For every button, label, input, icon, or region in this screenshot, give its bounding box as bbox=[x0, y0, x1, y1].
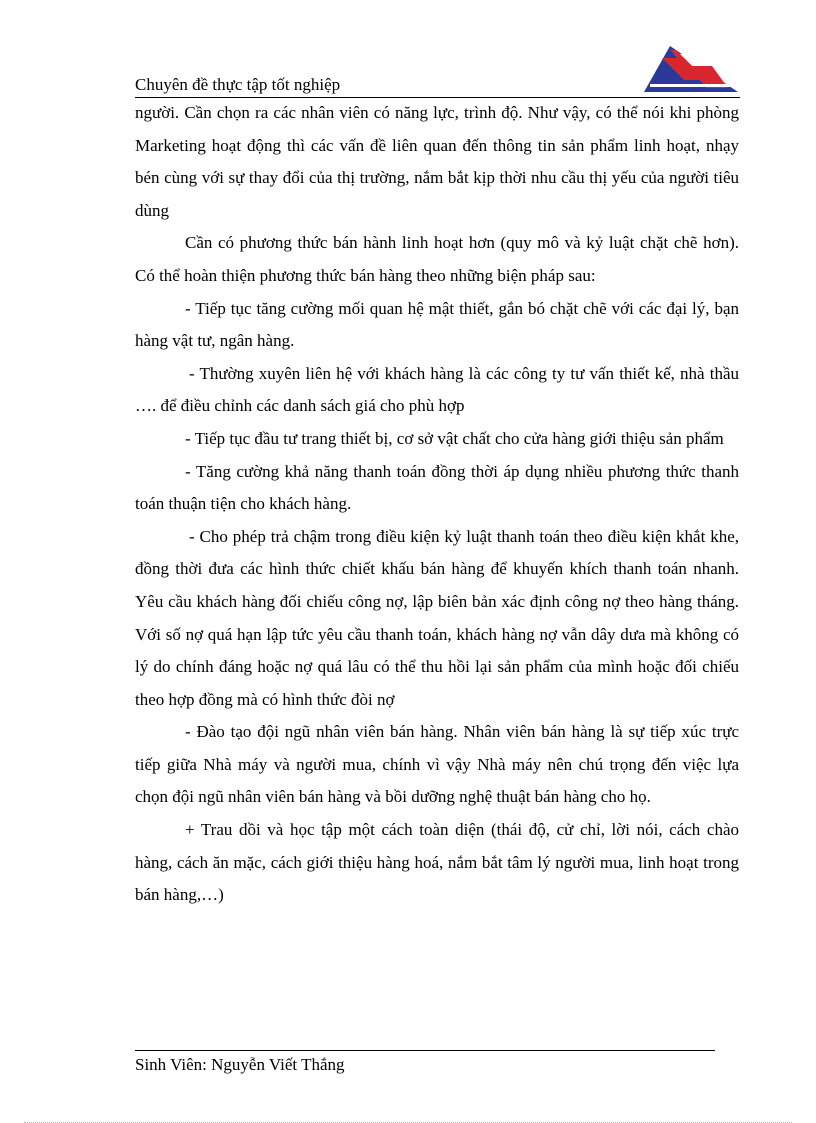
paragraph: Cần có phương thức bán hành linh hoạt hơn (quy mô và kỷ luật chặt chẽ hơn). Có thể hoàn thiện phương thức bán hàng theo những biện pháp sau: bbox=[135, 233, 739, 285]
school-logo-icon bbox=[644, 44, 738, 92]
list-item: - Tăng cường khả năng thanh toán đồng thời áp dụng nhiều phương thức thanh toán thuận tiện cho khách hàng. bbox=[135, 461, 739, 514]
list-item: - Tiếp tục đầu tư trang thiết bị, cơ sở vật chất cho cửa hàng giới thiệu sản phẩm bbox=[185, 428, 724, 448]
list-item: - Tiếp tục tăng cường mối quan hệ mật thiết, gắn bó chặt chẽ với các đại lý, bạn hàng vật tư, ngân hàng. bbox=[135, 298, 739, 351]
footer-divider bbox=[135, 1050, 715, 1051]
footer-author: Sinh Viên: Nguyễn Viết Thắng bbox=[135, 1055, 345, 1074]
list-item: + Trau dồi và học tập một cách toàn diện (thái độ, cử chỉ, lời nói, cách chào hàng, cách ăn mặc, cách giới thiệu hàng hoá, nắm bắt tâm lý người mua, linh hoạt trong bán hàng,…) bbox=[135, 820, 739, 905]
body-text bbox=[135, 97, 739, 912]
list-item: - Cho phép trả chậm trong điều kiện kỷ luật thanh toán theo điều kiện khắt khe, đồng thời đưa các hình thức chiết khấu bán hàng để khuyến khích thanh toán nhanh. Yêu cầu khách hàng đối chiếu công nợ, lập biên bản xác định công nợ theo hàng tháng. Với số nợ quá hạn lập tức yêu cầu thanh toán, khách hàng nợ vẫn dây dưa mà không có lý do chính đáng hoặc nợ quá lâu có thể thu hồi lại sản phẩm của mình hoặc đối chiếu theo hợp đồng mà có hình thức đòi nợ bbox=[135, 526, 739, 709]
paragraph: người. Cần chọn ra các nhân viên có năng lực, trình độ. Như vậy, có thể nói khi phòng Marketing hoạt động thì các vấn đề liên quan đến thông tin sản phẩm linh hoạt, nhạy bén cùng với sự thay đổi của thị trường, nắm bắt kịp thời nhu cầu thị yếu của người tiêu dùng bbox=[135, 103, 739, 220]
list-item: - Đào tạo đội ngũ nhân viên bán hàng. Nhân viên bán hàng là sự tiếp xúc trực tiếp giữa Nhà máy và người mua, chính vì vậy Nhà máy nên chú trọng đến việc lựa chọn đội ngũ nhân viên bán hàng và bồi dưỡng nghệ thuật bán hàng cho họ. bbox=[135, 722, 739, 807]
list-item: - Thường xuyên liên hệ với khách hàng là các công ty tư vấn thiết kế, nhà thầu …. để điều chỉnh các danh sách giá cho phù hợp bbox=[135, 363, 739, 416]
header-title: Chuyên đề thực tập tốt nghiệp bbox=[135, 75, 341, 94]
